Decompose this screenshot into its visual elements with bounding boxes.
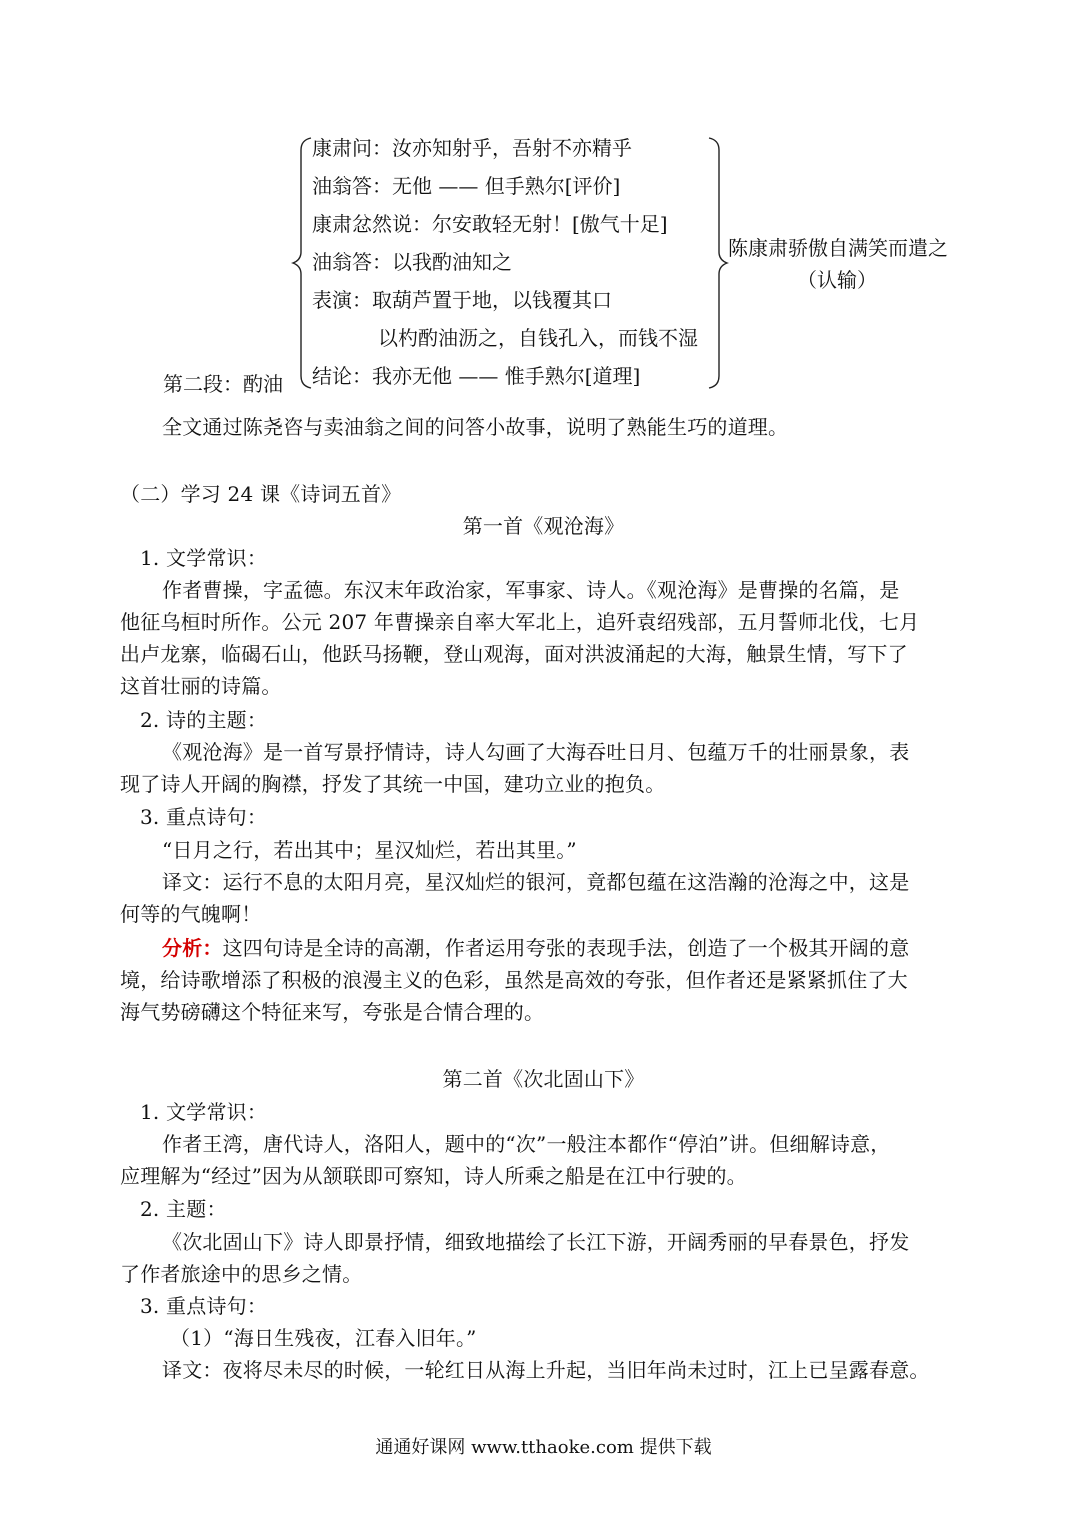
subheading: 3. 重点诗句：	[140, 805, 268, 829]
analysis-line: 境，给诗歌增添了积极的浪漫主义的色彩，虽然是高效的夸张，但作者还是紧紧抓住了大	[120, 968, 908, 992]
analysis-line: 海气势磅礴这个特征来写，夸张是合情合理的。	[120, 1000, 545, 1024]
paragraph-line: 应理解为“经过”因为从颔联即可察知，诗人所乘之船是在江中行驶的。	[120, 1164, 747, 1188]
analysis-label: 分析：	[162, 936, 223, 960]
diagram-item: 以杓酌油沥之，自钱孔入，而钱不湿	[378, 326, 698, 350]
translation-line: 译文：夜将尽未尽的时候，一轮红日从海上升起，当旧年尚未过时，江上已呈露春意。	[162, 1358, 930, 1382]
subheading: 2. 主题：	[140, 1197, 227, 1221]
paragraph-line: 作者王湾，唐代诗人，洛阳人，题中的“次”一般注本都作“停泊”讲。但细解诗意，	[162, 1132, 891, 1156]
analysis-line	[162, 932, 970, 964]
translation-line: 何等的气魄啊！	[120, 902, 262, 926]
diagram-item: 油翁答：无他 —— 但手熟尔[评价]	[312, 174, 621, 198]
paragraph-line: 《观沧海》是一首写景抒情诗，诗人勾画了大海吞吐日月、包蕴万千的壮丽景象，表	[162, 740, 910, 764]
poem-quote: “日月之行，若出其中；星汉灿烂，若出其里。”	[162, 838, 577, 862]
diagram-item: 结论：我亦无他 —— 惟手熟尔[道理]	[312, 364, 641, 388]
diagram-item: 表演：取葫芦置于地，以钱覆其口	[312, 288, 612, 312]
translation-line: 译文：运行不息的太阳月亮，星汉灿烂的银河，竟都包蕴在这浩瀚的沧海之中，这是	[162, 870, 910, 894]
diagram-result: 陈康肃骄傲自满笑而遣之	[728, 236, 948, 260]
poem-title: 第一首《观沧海》	[462, 514, 625, 538]
subheading: 1. 文学常识：	[140, 546, 268, 570]
footer-credit: 通通好课网 www.tthaoke.com 提供下载	[375, 1437, 712, 1458]
left-brace	[293, 138, 311, 388]
subheading: 1. 文学常识：	[140, 1100, 268, 1124]
subheading: 2. 诗的主题：	[140, 708, 268, 732]
paragraph-line: 出卢龙寨，临碣石山，他跃马扬鞭，登山观海，面对洪波涌起的大海，触景生情，写下了	[120, 642, 908, 666]
poem-title: 第二首《次北固山下》	[442, 1067, 645, 1091]
diagram-item: 油翁答：以我酌油知之	[312, 250, 512, 274]
analysis-text: 这四句诗是全诗的高潮，作者运用夸张的表现手法，创造了一个极其开阔的意	[222, 936, 910, 960]
paragraph-line: 作者曹操，字孟德。东汉末年政治家，军事家、诗人。《观沧海》是曹操的名篇，是	[162, 578, 900, 602]
diagram-result-note: （认输）	[797, 268, 877, 292]
diagram-item: 康肃问：汝亦知射乎，吾射不亦精乎	[312, 136, 632, 160]
paragraph-line: 现了诗人开阔的胸襟，抒发了其统一中国，建功立业的抱负。	[120, 772, 666, 796]
summary: 全文通过陈尧咨与卖油翁之间的问答小故事，说明了熟能生巧的道理。	[162, 415, 789, 439]
diagram-left-label: 第二段：酌油	[163, 372, 283, 396]
paragraph-line: 他征乌桓时所作。公元 207 年曹操亲自率大军北上，追歼袁绍残部，五月誓师北伐，七月	[120, 610, 920, 634]
subheading: 3. 重点诗句：	[140, 1294, 268, 1318]
paragraph-line: 这首壮丽的诗篇。	[120, 674, 282, 698]
diagram-item: 康肃忿然说：尔安敢轻无射！[傲气十足]	[312, 212, 668, 236]
section-heading: （二）学习 24 课《诗词五首》	[120, 482, 402, 506]
paragraph-line: 了作者旅途中的思乡之情。	[120, 1262, 363, 1286]
right-brace	[709, 138, 727, 388]
paragraph-line: 《次北固山下》诗人即景抒情，细致地描绘了长江下游，开阔秀丽的早春景色，抒发	[162, 1230, 910, 1254]
poem-quote: （1）“海日生残夜，江春入旧年。”	[170, 1326, 477, 1350]
